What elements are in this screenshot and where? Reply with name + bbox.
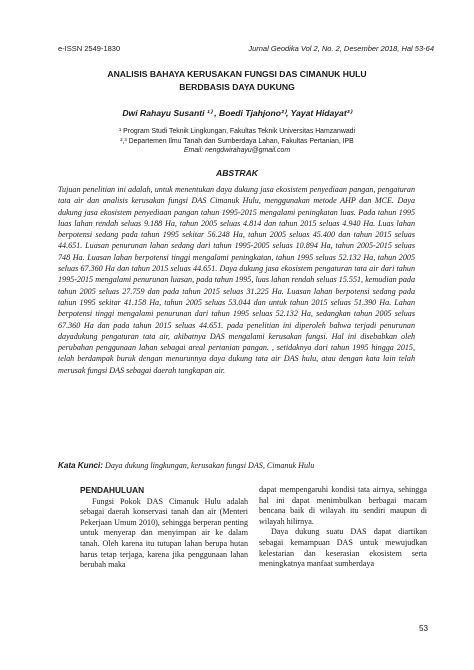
left-column [80, 485, 248, 571]
affiliation-2: ²,³ Departemen Ilmu Tanah dan Sumberdaya Lahan, Fakultas Pertanian, IPB [120, 137, 354, 145]
intro-paragraph-right-1: dapat mempengaruhi kondisi tata airnya, sehingga hal ini dapat menimbulkan berbagai macam bencana baik di wilayah itu sendiri maupun di wilayah hilirnya. [259, 485, 427, 526]
keywords-text: Daya dukung lingkungan, kerusakan fungsi DAS, Cimanuk Hulu [105, 461, 315, 470]
email-line: Email: nengdwirahayu@gmail.com [183, 147, 291, 155]
abstract-heading: ABSTRAK [215, 168, 258, 178]
affiliation-1: ¹ Program Studi Teknik Lingkungan, Fakultas Teknik Universitas Hamzanwadi [118, 128, 356, 135]
intro-paragraph-left: Fungsi Pokok DAS Cimanuk Hulu adalah sebagai daerah konservasi tanah dan air (Menteri Pekerjaan Umum 2010), sehingga berperan penting untuk menyerap dan menyimpan air ke dalam tanah. Oleh karena itu tutupan lahan berupa hutan harus tetap terjaga, karena jika penggunaan lahan berubah maka [80, 496, 248, 570]
issn-label: e-ISSN 2549-1830 [58, 44, 121, 53]
section-heading-intro: PENDAHULUAN [80, 485, 145, 495]
title-line-2: BERDBASIS DAYA DUKUNG [179, 82, 295, 92]
abstract-body: Tujuan penelitian ini adalah, untuk menentukan daya dukung jasa ekosistem penyediaan pangan, pengaturan tata air dan analisis kerusakan fungsi DAS Cimanuk Hulu, menggunakan metode AHP dan MCE. Daya dukung jasa ekosistem penyediaan pangan tahun 1995-2015 mengalami peningkatan luas. Pada tahun 1995 luas lahan rendah seluas 9.188 Ha, tahun 2005 seluas 4.814 dan tahun 2015 seluas 4.940 Ha. Luas lahan berpotensi sedang pada tahun 1995 sekitar 56.248 Ha, tahun 2005 seluas 45.400 dan tahun 2015 seluas 44.651. Luasan penurunan lahan sedang dari tahun 1995-2005 seluas 10.894 Ha, tahun 2005-2015 seluas 748 Ha. Luasan lahan berpotensi tinggi mengalami peningkatan, tahun 1995 seluas 52.132 Ha, tahun 2005 seluas 67.360 Ha dan tahun 2015 seluas 44.651. Daya dukung jasa ekosistem pengaturan tata air dari tahun 1995-2015 mengalami penurunan luasan, pada tahun 1995, luas lahan rendah seluas 15.551, kemudian pada tahun 2005 seluas 27.759 dan pada tahun 2015 seluas 31.225 Ha. Luasan lahan berpotensi sedang pada tahun 1995 sekitar 41.158 Ha, tahun 2005 seluas 53.044 dan untuk tahun 2015 seluas 51.390 Ha. Lahan berpotensi tinggi mengalami penurunan dari tahun 1995 seluas 52.132 Ha, sedangkan tahun 2005 seluas 67.360 Ha dan pada tahun 2015 seluas 44.651. pada penelitian ini diperoleh bahwa terjadi penurunan dayadukung pengaturan tata air, akibatnya DAS mengalami kerusakan fungsi. Hal ini disebabkan oleh perubahan penggunaan lahan sebagai areal pertanian pangan. , setidaknya dari tahun 1995 hingga 2015, telah berdampak buruk dengan menurunnya daya dukung tata air DAS hulu, atau dengan kata lain telah merusak fungsi DAS sebagai daerah tangkapan air. [58, 185, 415, 375]
keywords-label: Kata Kunci: [58, 461, 103, 470]
right-column [259, 485, 427, 570]
title-line-1: ANALISIS BAHAYA KERUSAKAN FUNGSI DAS CIMANUK HULU [107, 69, 367, 79]
paper-title [60, 68, 414, 94]
page-number: 53 [418, 624, 428, 633]
intro-paragraph-right-2: Daya dukung suatu DAS dapat diartikan sebagai kemampuan DAS untuk mewujudkan kelestarian dan keserasian ekosistem serta meningkatnya manfaat sumberdaya [259, 527, 427, 569]
keywords [58, 461, 415, 470]
journal-citation: Jurnal Geodika Vol 2, No. 2, Desember 2018, Hal 53-64 [248, 44, 434, 53]
author-list: Dwi Rahayu Susanti ¹⁾ , Boedi Tjahjono²⁾, Yayat Hidayat³⁾ [122, 108, 352, 118]
affiliations [60, 127, 414, 156]
